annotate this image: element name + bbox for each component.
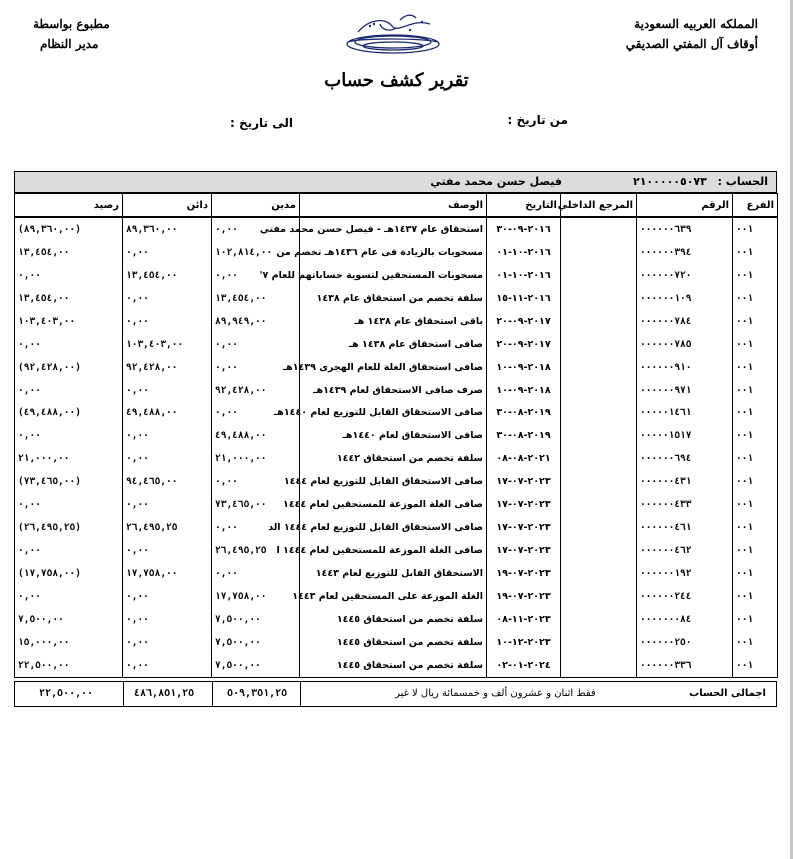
cell-debit: ٠,٠٠ [212, 470, 300, 493]
cell-debit: ٨٩,٩٤٩,٠٠ [212, 310, 300, 333]
cell-ref [561, 631, 637, 654]
cell-balance: (١٧,٧٥٨,٠٠) [15, 562, 123, 585]
cell-number: ٠٠٠٠٠١٥١٧ [637, 424, 733, 447]
cell-date: ٢٠١٦-١٠-٠١ [487, 264, 561, 287]
table-row [15, 493, 778, 516]
cell-desc: سلفة تخصم من استحقاق ١٤٤٥ [300, 631, 487, 654]
cell-date: ٢٠٢٣-٠٧-١٩ [487, 585, 561, 608]
printed-by-value: مدير النظام [40, 37, 99, 51]
cell-ref [561, 379, 637, 402]
table-row [15, 631, 778, 654]
cell-date: ٢٠٢٣-١١-٠٨ [487, 608, 561, 631]
report-title: تقرير كشف حساب [324, 70, 469, 91]
cell-branch: ٠٠١ [733, 631, 778, 654]
cell-number: ٠٠٠٠٠٠٤٣٣ [637, 493, 733, 516]
cell-desc: صرف صافى الاستحقاق لعام ١٤٣٩هـ [300, 379, 487, 402]
cell-branch: ٠٠١ [733, 310, 778, 333]
printed-by-label: مطبوع بواسطة [33, 17, 110, 31]
cell-balance: ١٥,٠٠٠,٠٠ [15, 631, 123, 654]
table-row [15, 356, 778, 379]
col-debit: مدين [212, 194, 300, 218]
cell-desc: الغلة الموزعة على المستحقين لعام ١٤٤٣ [300, 585, 487, 608]
cell-number: ٠٠٠٠٠٠٦٣٩ [637, 217, 733, 241]
cell-number: ٠٠٠٠٠٠٦٩٤ [637, 447, 733, 470]
cell-debit: ٠,٠٠ [212, 402, 300, 425]
table-row [15, 470, 778, 493]
cell-balance: ٧,٥٠٠,٠٠ [15, 608, 123, 631]
account-name: فيصل حسن محمد مفتي [430, 175, 562, 188]
cell-date: ٢٠٢٣-٠٧-١٧ [487, 493, 561, 516]
cell-debit: ٧,٥٠٠,٠٠ [212, 631, 300, 654]
col-description: الوصف [300, 194, 487, 218]
cell-desc: استحقاق عام ١٤٣٧هـ - فيصل حسن محمد مفتي [300, 217, 487, 241]
cell-debit: ٢١,٠٠٠,٠٠ [212, 447, 300, 470]
cell-balance: ٠,٠٠ [15, 493, 123, 516]
cell-balance: (٤٩,٤٨٨,٠٠) [15, 402, 123, 425]
col-credit: دائن [123, 194, 212, 218]
cell-credit: ٠,٠٠ [123, 539, 212, 562]
cell-number: ٠٠٠٠٠٠٩٧١ [637, 379, 733, 402]
cell-ref [561, 562, 637, 585]
cell-branch: ٠٠١ [733, 333, 778, 356]
cell-desc: صافى استحقاق عام ١٤٣٨ هـ [300, 333, 487, 356]
table-row [15, 447, 778, 470]
account-number: ٢١٠٠٠٠٠٥٠٧٣ [633, 175, 707, 188]
cell-branch: ٠٠١ [733, 424, 778, 447]
cell-debit: ٤٩,٤٨٨,٠٠ [212, 424, 300, 447]
cell-credit: ٠,٠٠ [123, 379, 212, 402]
cell-ref [561, 217, 637, 241]
cell-branch: ٠٠١ [733, 287, 778, 310]
cell-balance: (٩٢,٤٢٨,٠٠) [15, 356, 123, 379]
table-row [15, 585, 778, 608]
cell-ref [561, 333, 637, 356]
cell-desc: سلفة تخصم من استحقاق عام ١٤٣٨ [300, 287, 487, 310]
cell-branch: ٠٠١ [733, 241, 778, 264]
cell-branch: ٠٠١ [733, 562, 778, 585]
cell-debit: ١٠٢,٨١٤,٠٠ [212, 241, 300, 264]
cell-credit: ٠,٠٠ [123, 585, 212, 608]
cell-branch: ٠٠١ [733, 402, 778, 425]
cell-balance: ١٣,٤٥٤,٠٠ [15, 287, 123, 310]
cell-desc: مسحوبات المستحقين لتسوية حساباتهم للعام ٧' [300, 264, 487, 287]
cell-balance: ٠,٠٠ [15, 585, 123, 608]
cell-date: ٢٠١٩-٠٨-٣٠ [487, 424, 561, 447]
cell-credit: ٠,٠٠ [123, 493, 212, 516]
cell-desc: صافى استحقاق الغلة للعام الهجرى ١٤٣٩هـ [300, 356, 487, 379]
cell-date: ٢٠٢٣-٠٧-١٧ [487, 539, 561, 562]
cell-branch: ٠٠١ [733, 217, 778, 241]
cell-branch: ٠٠١ [733, 379, 778, 402]
cell-desc: باقى استحقاق عام ١٤٣٨ هـ [300, 310, 487, 333]
account-bar [14, 171, 777, 193]
totals-label: اجمالى الحساب [689, 688, 766, 699]
cell-branch: ٠٠١ [733, 585, 778, 608]
account-label: الحساب : [717, 175, 768, 188]
col-number: الرقم [637, 194, 733, 218]
statement-table [14, 193, 778, 678]
cell-number: ٠٠٠٠٠٠٣٩٤ [637, 241, 733, 264]
cell-desc: صافى الاستحقاق لعام ١٤٤٠هـ [300, 424, 487, 447]
cell-balance: ١٣,٤٥٤,٠٠ [15, 241, 123, 264]
table-row [15, 608, 778, 631]
table-row [15, 539, 778, 562]
cell-desc: صافى الاستحقاق القابل للتوزيع لعام ١٤٤٠هـ [300, 402, 487, 425]
cell-branch: ٠٠١ [733, 447, 778, 470]
cell-credit: ٠,٠٠ [123, 654, 212, 677]
cell-desc: مسحوبات بالزيادة فى عام ١٤٣٦هـ تخصم من [300, 241, 487, 264]
cell-ref [561, 264, 637, 287]
cell-balance: ٠,٠٠ [15, 379, 123, 402]
cell-balance: ٠,٠٠ [15, 424, 123, 447]
cell-desc: صافى الاستحقاق القابل للتوزيع لعام ١٤٤٤ [300, 470, 487, 493]
cell-ref [561, 402, 637, 425]
total-credit: ٤٨٦,٨٥١,٢٥ [123, 682, 212, 706]
cell-balance: ٠,٠٠ [15, 264, 123, 287]
cell-credit: ٠,٠٠ [123, 447, 212, 470]
cell-branch: ٠٠١ [733, 356, 778, 379]
cell-debit: ١٣,٤٥٤,٠٠ [212, 287, 300, 310]
table-row [15, 379, 778, 402]
cell-credit: ٩٤,٤٦٥,٠٠ [123, 470, 212, 493]
table-row [15, 217, 778, 241]
org-name: المملكه العربيه السعودية [634, 17, 758, 31]
cell-desc: صافى الاستحقاق القابل للتوزيع لعام ١٤٤٤ الد [300, 516, 487, 539]
table-row [15, 310, 778, 333]
cell-date: ٢٠٢٤-٠١-٠٢ [487, 654, 561, 677]
cell-date: ٢٠٢١-٠٨-٠٨ [487, 447, 561, 470]
cell-number: ٠٠٠٠٠٠٧٨٤ [637, 310, 733, 333]
calligraphy-logo [340, 12, 446, 58]
cell-debit: ٠,٠٠ [212, 356, 300, 379]
cell-date: ٢٠٢٣-٠٧-١٧ [487, 516, 561, 539]
table-row [15, 264, 778, 287]
cell-desc: سلفة تخصم من استحقاق ١٤٤٥ [300, 608, 487, 631]
cell-number: ٠٠٠٠٠٠٢٤٤ [637, 585, 733, 608]
cell-ref [561, 447, 637, 470]
org-subname: أوقاف آل المفتي الصديقي [625, 37, 758, 51]
cell-number: ٠٠٠٠٠٠١٠٩ [637, 287, 733, 310]
cell-credit: ٠,٠٠ [123, 424, 212, 447]
cell-balance: ٠,٠٠ [15, 333, 123, 356]
totals-row [14, 681, 777, 707]
cell-number: ٠٠٠٠٠٠٤٦١ [637, 516, 733, 539]
cell-date: ٢٠١٦-١٠-٠١ [487, 241, 561, 264]
table-row [15, 333, 778, 356]
totals-amount-words: فقط اثنان و عشرون ألف و خمسمائة ريال لا غير [395, 688, 596, 699]
cell-date: ٢٠٢٣-٠٧-١٧ [487, 470, 561, 493]
cell-date: ٢٠١٨-٠٩-١٠ [487, 379, 561, 402]
cell-balance: ٢١,٠٠٠,٠٠ [15, 447, 123, 470]
cell-credit: ١٧,٧٥٨,٠٠ [123, 562, 212, 585]
col-date: التاريخ [487, 194, 561, 218]
cell-ref [561, 493, 637, 516]
cell-number: ٠٠٠٠٠٠١٩٢ [637, 562, 733, 585]
cell-debit: ٠,٠٠ [212, 562, 300, 585]
totals-label-cell [300, 682, 776, 706]
cell-branch: ٠٠١ [733, 264, 778, 287]
table-row [15, 287, 778, 310]
cell-ref [561, 470, 637, 493]
cell-balance: ٢٢,٥٠٠,٠٠ [15, 654, 123, 677]
cell-desc: سلفة تخصم من استحقاق ١٤٤٢ [300, 447, 487, 470]
cell-number: ٠٠٠٠٠٠٧٨٥ [637, 333, 733, 356]
cell-balance: (٧٣,٤٦٥,٠٠) [15, 470, 123, 493]
cell-date: ٢٠١٨-٠٩-١٠ [487, 356, 561, 379]
cell-number: ٠٠٠٠٠٠٠٨٤ [637, 608, 733, 631]
cell-date: ٢٠١٧-٠٩-٢٠ [487, 310, 561, 333]
total-debit: ٥٠٩,٣٥١,٢٥ [212, 682, 300, 706]
cell-number: ٠٠٠٠٠٠٤٣١ [637, 470, 733, 493]
cell-debit: ٩٢,٤٢٨,٠٠ [212, 379, 300, 402]
col-branch: الفرع [733, 194, 778, 218]
table-row [15, 424, 778, 447]
cell-debit: ٢٦,٤٩٥,٢٥ [212, 539, 300, 562]
cell-debit: ٠,٠٠ [212, 516, 300, 539]
cell-desc: الاستحقاق القابل للتوزيع لعام ١٤٤٣ [300, 562, 487, 585]
cell-number: ٠٠٠٠٠٠٤٦٢ [637, 539, 733, 562]
cell-ref [561, 241, 637, 264]
cell-ref [561, 654, 637, 677]
cell-credit: ٤٩,٤٨٨,٠٠ [123, 402, 212, 425]
cell-debit: ٧٣,٤٦٥,٠٠ [212, 493, 300, 516]
table-row [15, 241, 778, 264]
table-row [15, 516, 778, 539]
cell-balance: ٠,٠٠ [15, 539, 123, 562]
cell-debit: ٧,٥٠٠,٠٠ [212, 608, 300, 631]
cell-credit: ٠,٠٠ [123, 287, 212, 310]
cell-number: ٠٠٠٠٠٠٩١٠ [637, 356, 733, 379]
table-header-row [15, 194, 778, 218]
from-date-label: من تاريخ : [507, 113, 568, 127]
table-row [15, 562, 778, 585]
cell-ref [561, 356, 637, 379]
cell-branch: ٠٠١ [733, 608, 778, 631]
cell-credit: ٢٦,٤٩٥,٢٥ [123, 516, 212, 539]
cell-number: ٠٠٠٠٠٠٢٥٠ [637, 631, 733, 654]
col-balance: رصيد [15, 194, 123, 218]
cell-balance: (٨٩,٣٦٠,٠٠) [15, 217, 123, 241]
table-row [15, 402, 778, 425]
total-balance: ٢٢,٥٠٠,٠٠ [39, 688, 94, 699]
cell-credit: ٨٩,٣٦٠,٠٠ [123, 217, 212, 241]
cell-debit: ٠,٠٠ [212, 264, 300, 287]
cell-date: ٢٠٢٣-١٢-١٠ [487, 631, 561, 654]
cell-desc: صافى الغلة الموزعة للمستحقين لعام ١٤٤٤ ا [300, 539, 487, 562]
col-internal-ref: المرجع الداخلي [561, 194, 637, 218]
cell-ref [561, 585, 637, 608]
cell-ref [561, 516, 637, 539]
cell-ref [561, 539, 637, 562]
cell-branch: ٠٠١ [733, 539, 778, 562]
cell-debit: ١٧,٧٥٨,٠٠ [212, 585, 300, 608]
cell-date: ٢٠١٦-١١-١٥ [487, 287, 561, 310]
cell-branch: ٠٠١ [733, 654, 778, 677]
cell-date: ٢٠١٦-٠٩-٣٠ [487, 217, 561, 241]
cell-credit: ٠,٠٠ [123, 310, 212, 333]
cell-desc: سلفة تخصم من استحقاق ١٤٤٥ [300, 654, 487, 677]
cell-credit: ٩٢,٤٢٨,٠٠ [123, 356, 212, 379]
cell-credit: ١٣,٤٥٤,٠٠ [123, 264, 212, 287]
cell-ref [561, 287, 637, 310]
cell-number: ٠٠٠٠٠١٤٦١ [637, 402, 733, 425]
cell-date: ٢٠١٧-٠٩-٢٠ [487, 333, 561, 356]
cell-number: ٠٠٠٠٠٠٣٣٦ [637, 654, 733, 677]
cell-debit: ٧,٥٠٠,٠٠ [212, 654, 300, 677]
cell-ref [561, 424, 637, 447]
cell-date: ٢٠٢٣-٠٧-١٩ [487, 562, 561, 585]
cell-number: ٠٠٠٠٠٠٧٢٠ [637, 264, 733, 287]
to-date-label: الى تاريخ : [230, 116, 293, 130]
cell-branch: ٠٠١ [733, 470, 778, 493]
cell-debit: ٠,٠٠ [212, 217, 300, 241]
cell-desc: صافى الغلة الموزعة للمستحقين لعام ١٤٤٤ [300, 493, 487, 516]
cell-ref [561, 310, 637, 333]
table-row [15, 654, 778, 677]
cell-balance: ١٠٣,٤٠٣,٠٠ [15, 310, 123, 333]
cell-credit: ٠,٠٠ [123, 631, 212, 654]
cell-balance: (٢٦,٤٩٥,٢٥) [15, 516, 123, 539]
cell-ref [561, 608, 637, 631]
cell-debit: ٠,٠٠ [212, 333, 300, 356]
cell-branch: ٠٠١ [733, 493, 778, 516]
cell-credit: ٠,٠٠ [123, 608, 212, 631]
cell-credit: ٠,٠٠ [123, 241, 212, 264]
cell-branch: ٠٠١ [733, 516, 778, 539]
cell-date: ٢٠١٩-٠٨-٣٠ [487, 402, 561, 425]
cell-credit: ١٠٣,٤٠٣,٠٠ [123, 333, 212, 356]
